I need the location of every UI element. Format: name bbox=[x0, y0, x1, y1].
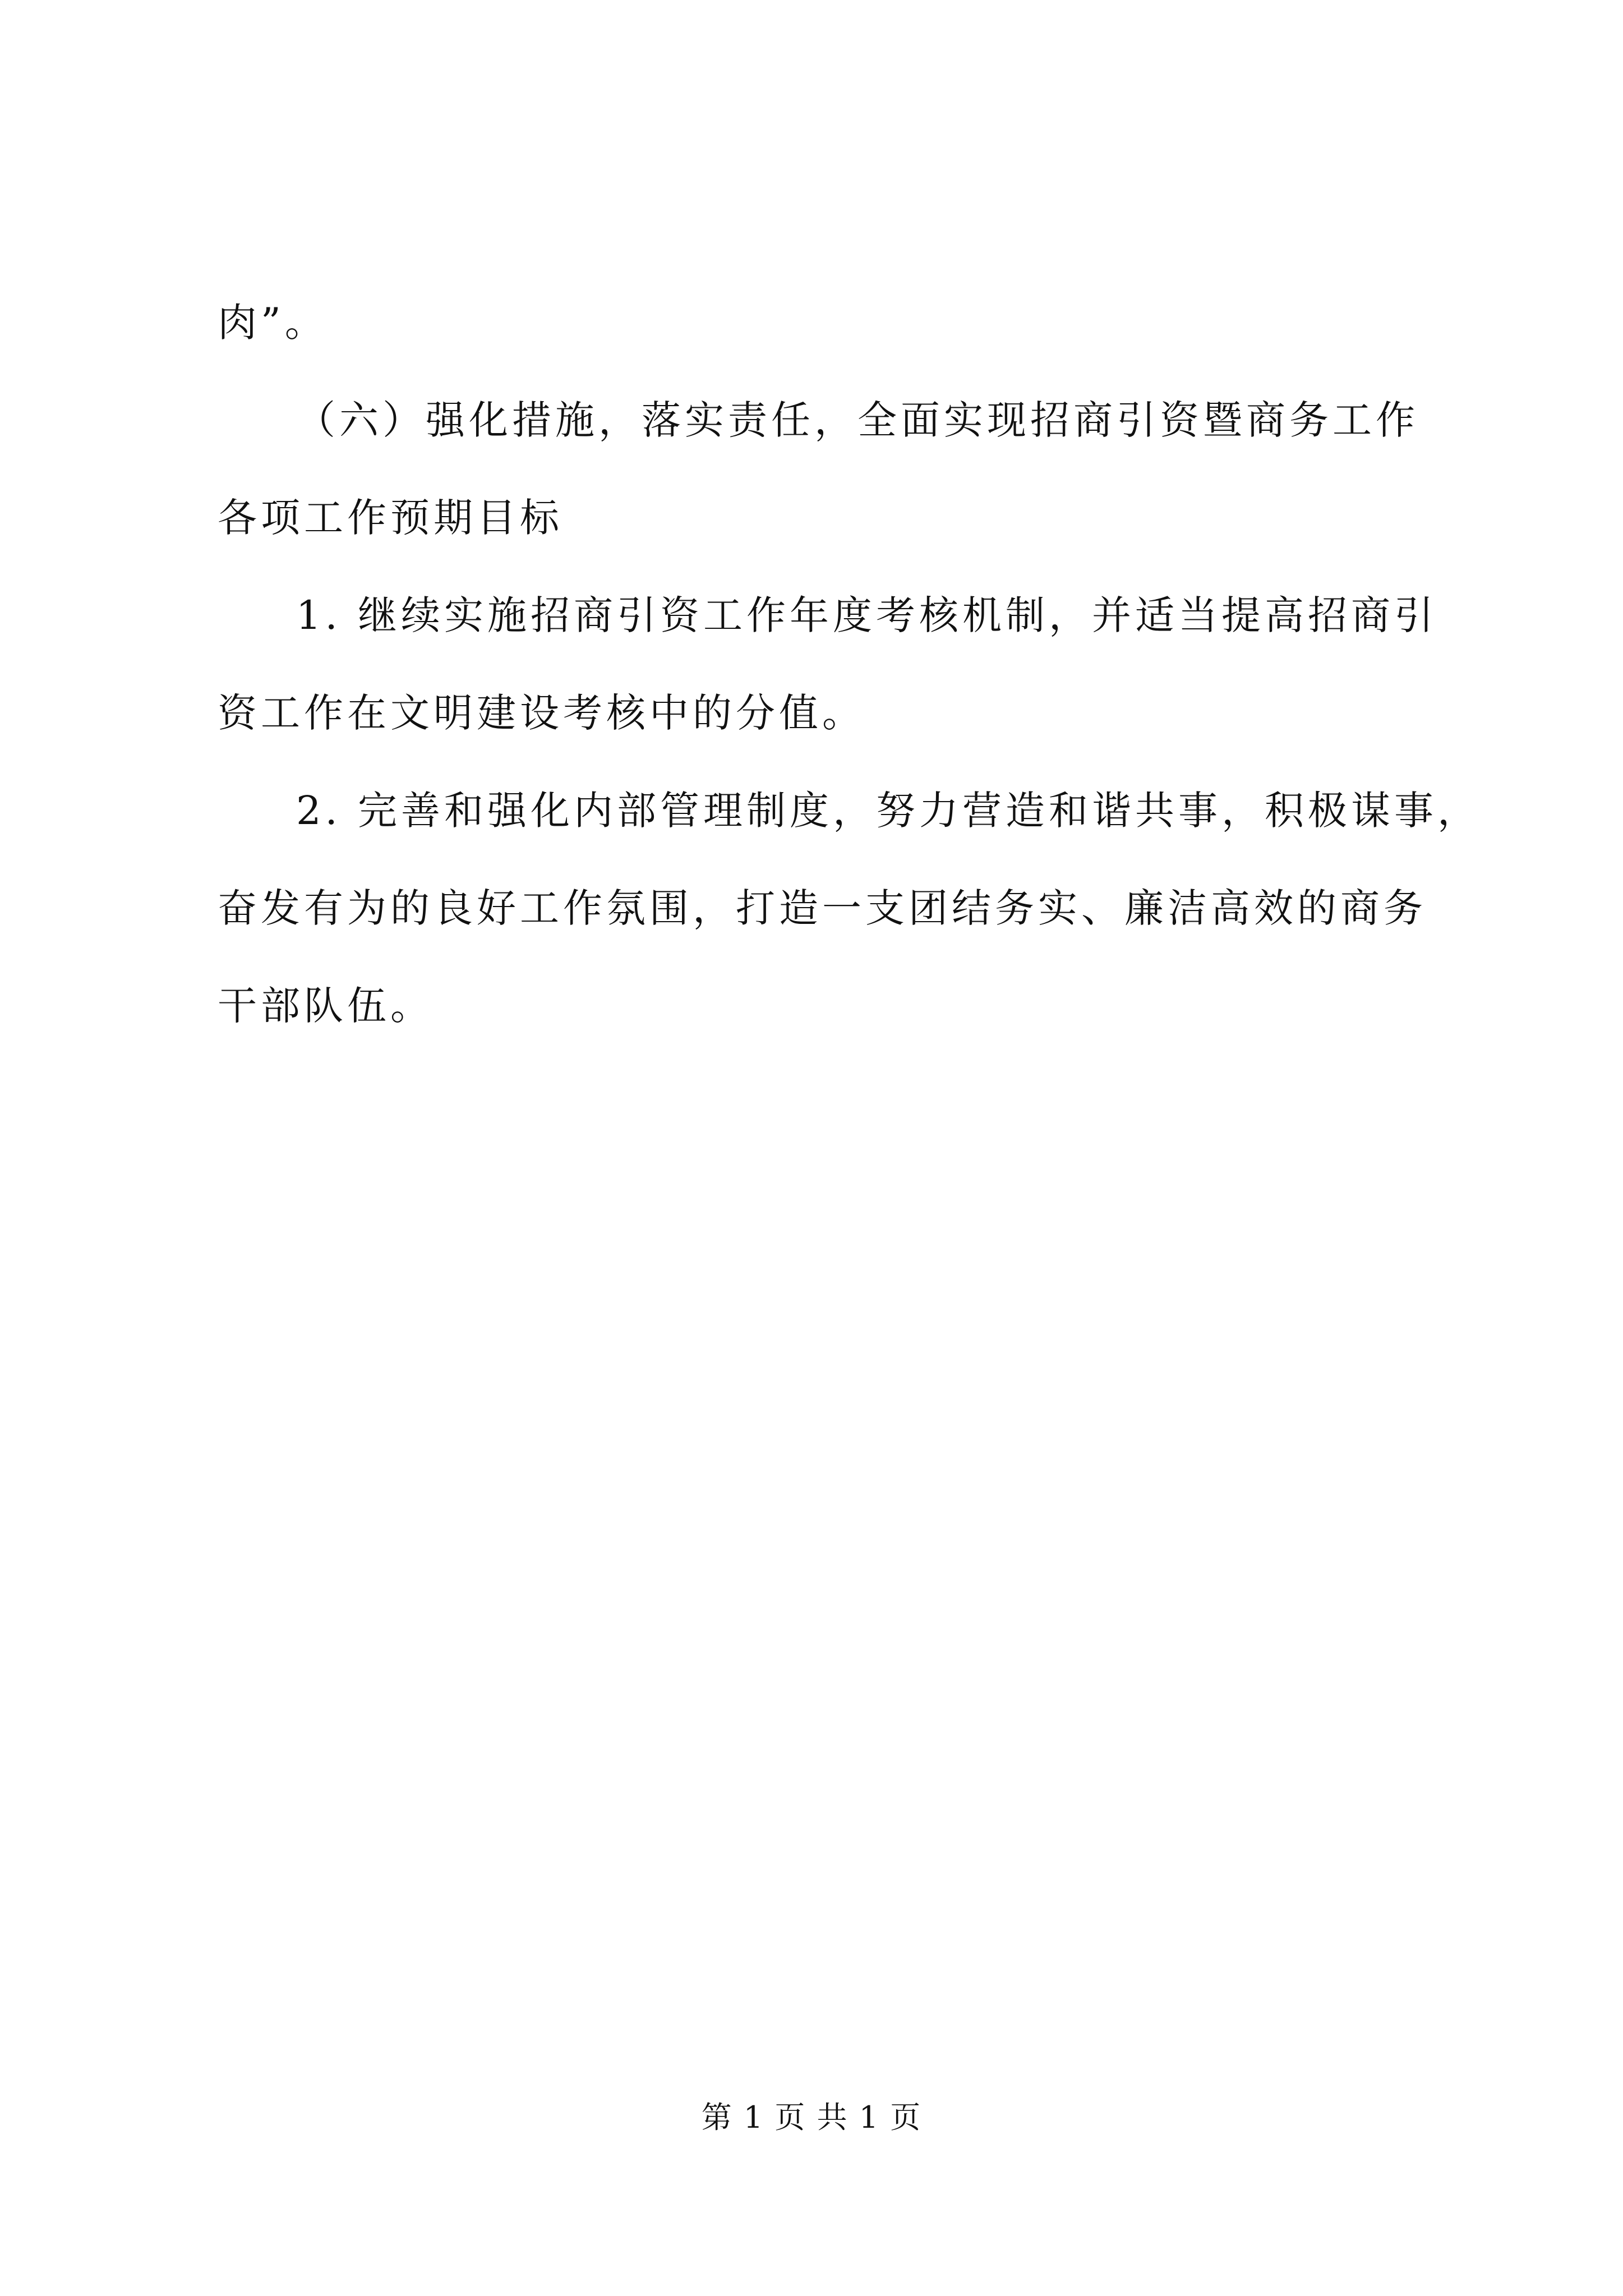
list-item-line: 1. 继续实施招商引资工作年度考核机制，并适当提高招商引 bbox=[296, 592, 1438, 638]
list-item-line: 干部队伍。 bbox=[218, 983, 434, 1029]
list-item-line: 资工作在文明建设考核中的分值。 bbox=[218, 690, 865, 736]
section-heading-line: 各项工作预期目标 bbox=[218, 495, 563, 541]
list-item-line: 2. 完善和强化内部管理制度，努力营造和谐共事，积极谋事， bbox=[296, 788, 1481, 834]
page-footer: 第 1 页 共 1 页 bbox=[701, 2100, 922, 2135]
list-item-line: 奋发有为的良好工作氛围，打造一支团结务实、廉洁高效的商务 bbox=[218, 885, 1427, 931]
section-heading-line: （六）强化措施，落实责任，全面实现招商引资暨商务工作 bbox=[296, 397, 1419, 443]
paragraph-line: 肉”。 bbox=[218, 300, 328, 346]
